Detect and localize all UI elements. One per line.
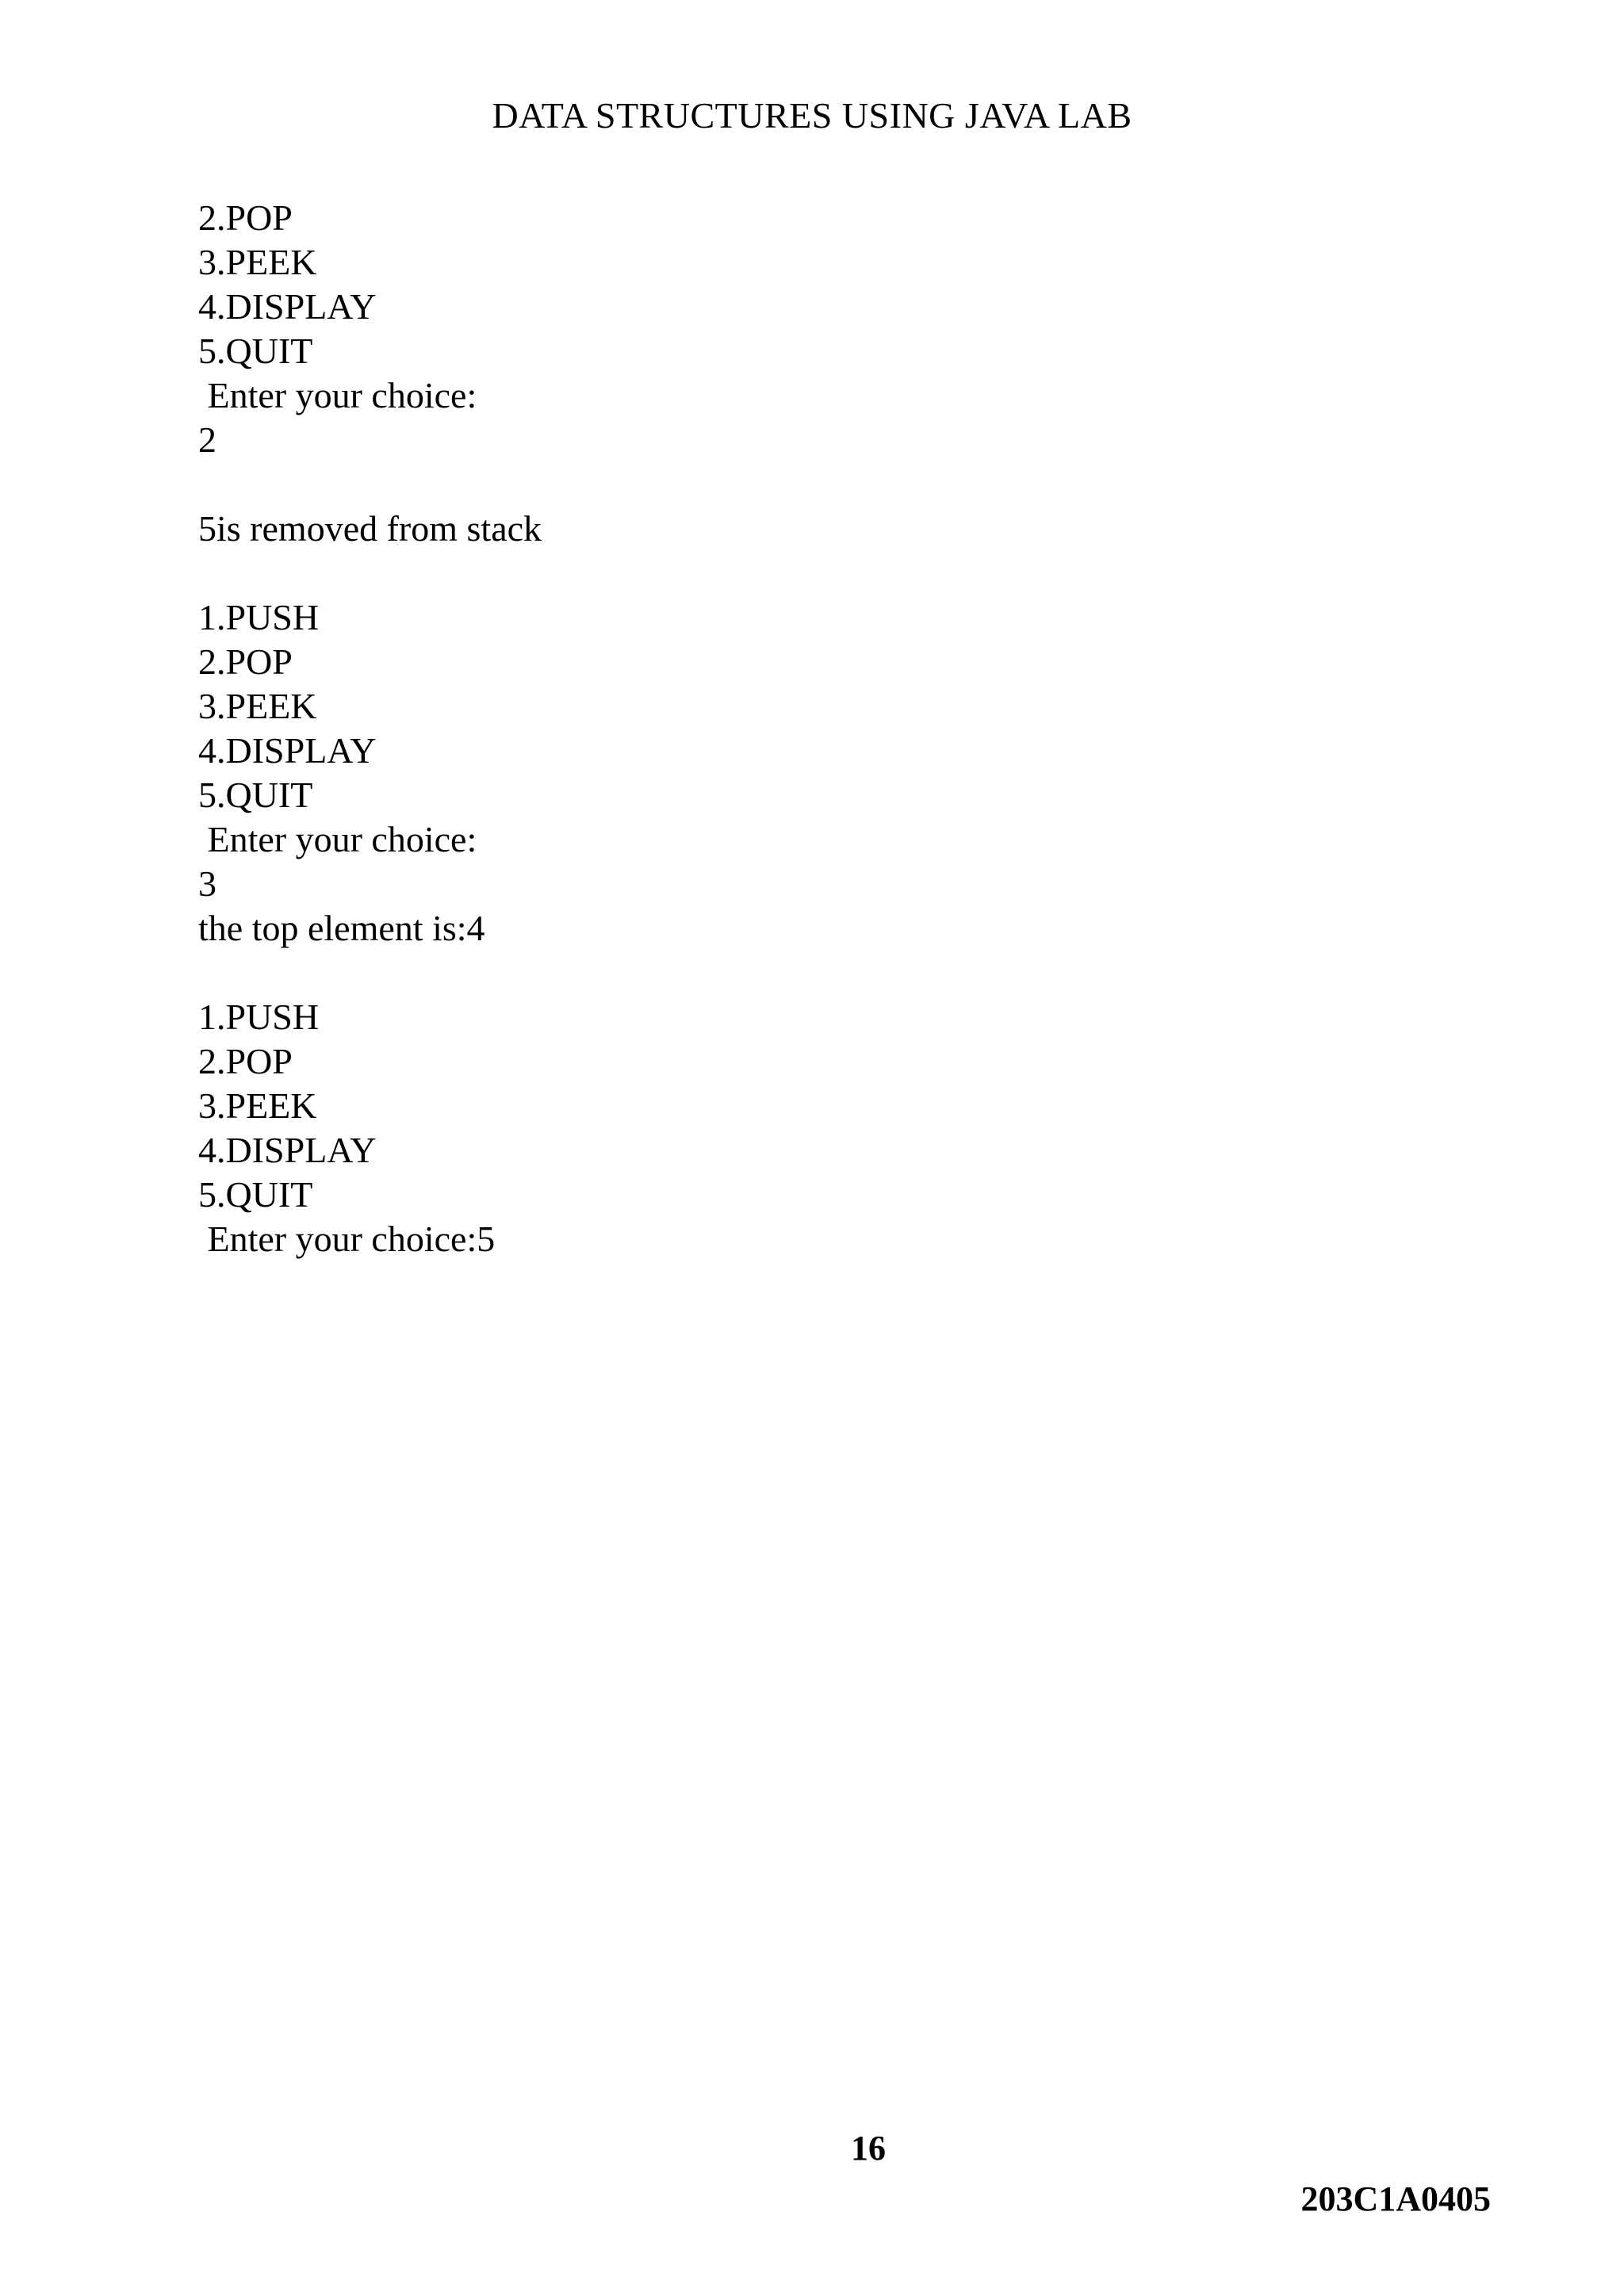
output-line: 1.PUSH	[198, 597, 320, 637]
output-line: 2.POP	[198, 641, 293, 682]
roll-number: 203C1A0405	[1300, 2179, 1491, 2218]
page-number: 16	[851, 2129, 886, 2168]
page-header-title: DATA STRUCTURES USING JAVA LAB	[492, 95, 1132, 136]
output-line: 2.POP	[198, 1041, 293, 1081]
output-line: 5.QUIT	[198, 1174, 313, 1215]
output-line: 5.QUIT	[198, 775, 313, 815]
output-line: 1.PUSH	[198, 997, 320, 1037]
output-line: Enter your choice:5	[198, 1219, 496, 1259]
output-line: 5.QUIT	[198, 331, 313, 371]
output-line: 3	[198, 863, 216, 904]
output-line: 4.DISPLAY	[198, 1130, 377, 1170]
blank-line	[198, 551, 542, 595]
output-line: 5is removed from stack	[198, 508, 542, 549]
output-line: 3.PEEK	[198, 242, 317, 282]
output-line: 4.DISPLAY	[198, 286, 377, 327]
output-line: the top element is:4	[198, 908, 485, 948]
blank-line	[198, 951, 542, 995]
output-line: 2.POP	[198, 197, 293, 238]
output-line: 4.DISPLAY	[198, 730, 377, 771]
output-line: Enter your choice:	[198, 819, 477, 859]
console-output	[198, 196, 542, 1261]
output-line: 2	[198, 419, 216, 460]
output-line: 3.PEEK	[198, 686, 317, 726]
output-line: 3.PEEK	[198, 1085, 317, 1126]
blank-line	[198, 462, 542, 507]
output-line: Enter your choice:	[198, 375, 477, 415]
